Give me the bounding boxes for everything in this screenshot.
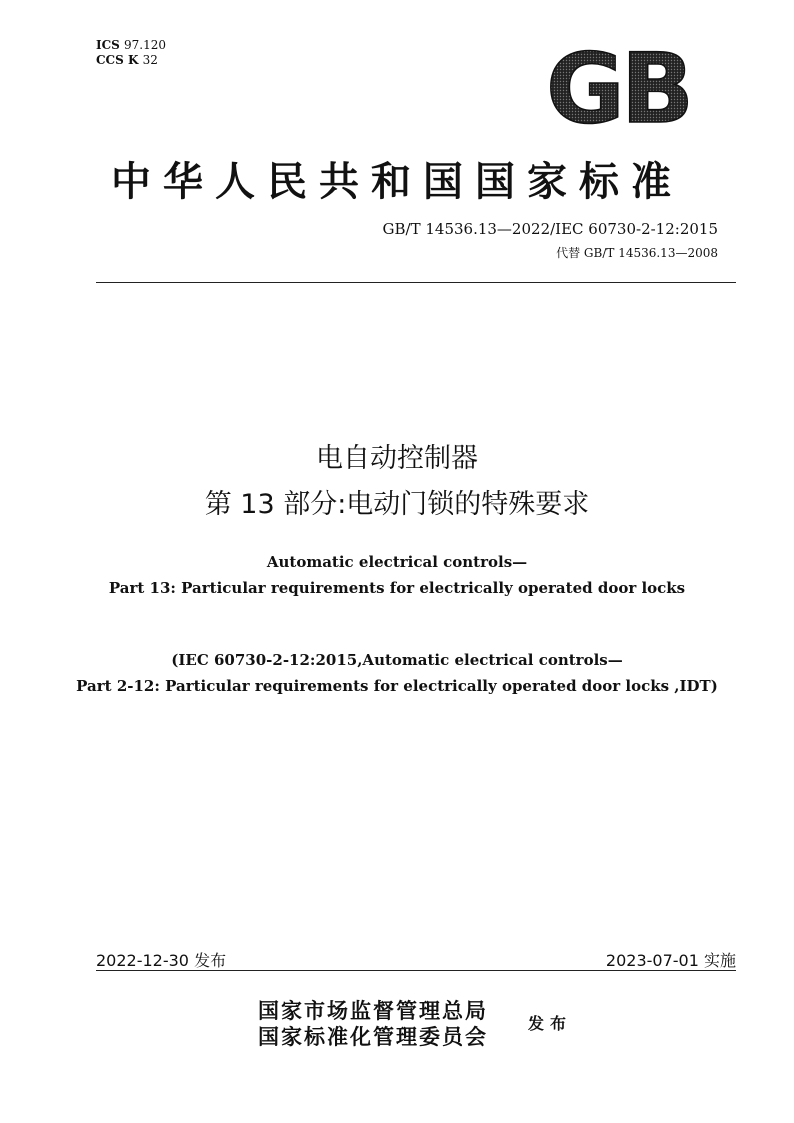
gb-logo-icon	[538, 44, 698, 130]
footer-divider	[96, 970, 736, 971]
iec-reference-line2: Part 2-12: Particular requirements for electrically operated door locks ,IDT)	[76, 677, 718, 695]
publisher-1: 国家市场监督管理总局	[258, 998, 488, 1023]
english-title-line2: Part 13: Particular requirements for electrically operated door locks	[108, 579, 686, 597]
standard-type-title: 中华人民共和国国家标准	[111, 158, 683, 205]
chinese-title-line1: 电自动控制器	[316, 443, 478, 474]
ics-code: ICS 97.120	[96, 38, 167, 52]
classification-codes	[96, 38, 166, 68]
implementation-date: 2023-07-01 实施	[605, 951, 736, 970]
chinese-title-line2: 第 13 部分:电动门锁的特殊要求	[204, 489, 590, 520]
gb-logo-text: GB	[546, 44, 690, 130]
header-divider	[96, 282, 736, 283]
ccs-code: CCS K 32	[96, 53, 158, 67]
issue-date: 2022-12-30 发布	[96, 951, 227, 970]
publisher-2: 国家标准化管理委员会	[258, 1024, 488, 1049]
standard-number: GB/T 14536.13—2022/IEC 60730-2-12:2015	[382, 220, 718, 238]
publish-label: 发布	[528, 1014, 573, 1033]
iec-reference-line1: (IEC 60730-2-12:2015,Automatic electrical controls—	[171, 651, 623, 669]
english-title-line1: Automatic electrical controls—	[266, 553, 528, 571]
replaces-standard: 代替 GB/T 14536.13—2008	[556, 246, 718, 260]
